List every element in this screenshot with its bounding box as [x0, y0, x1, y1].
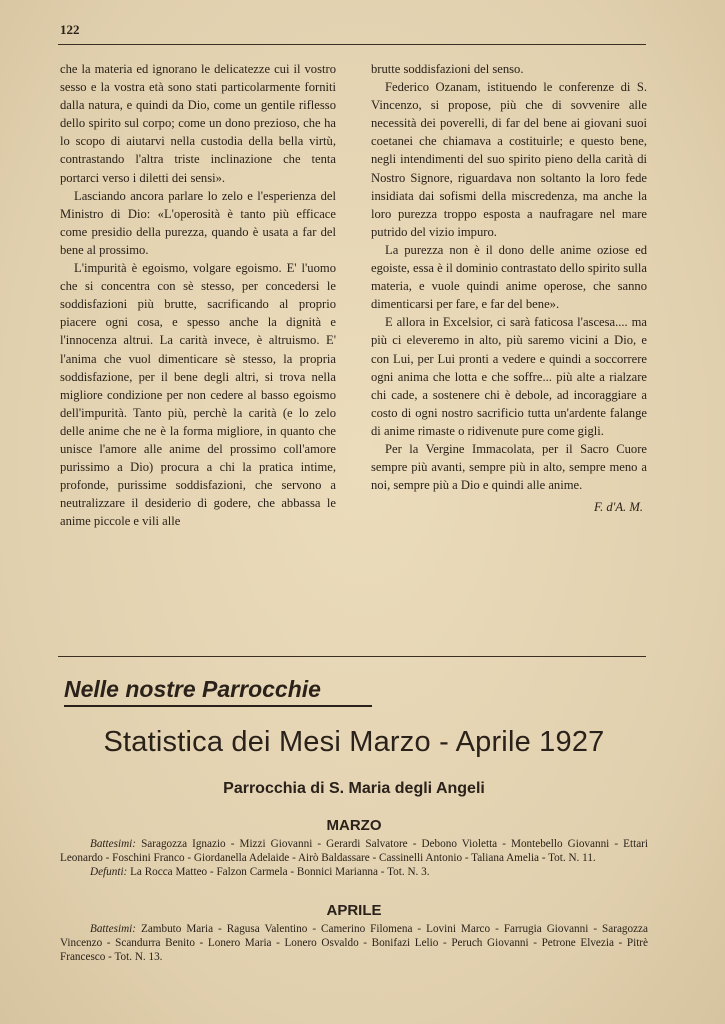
deaths-label: Defunti: — [90, 866, 128, 879]
left-paragraph-3: L'impurità è egoismo, volgare egoismo. E' l'uomo che si concentra con sè stesso, per concedersi le soddisfazioni più brutte, sacrificando al proprio piacere ogni cosa, e spesso anche la dignità e l'innocenza altrui. La carità invece, è altruismo. E' l'anima che vuol dimenticare sè stesso, la propria soddisfazione, per il bene degli altri, si trova nella migliore condizione per non cedere al basso egoismo dell'impurità. Tanto più, perchè la carità (e lo zelo delle anime che ne è la forma migliore, in quanto che unisce l'amore alle anime del prossimo coll'amore purissimo a Dio) procura a chi la pratica intime, profonde, purissime soddisfazioni, che servono a neutralizzare il desiderio di godere, che abbassa le anime piccole e vili alle — [60, 261, 336, 529]
month-heading-marzo: MARZO — [326, 817, 382, 834]
month-heading-aprile: APRILE — [326, 902, 382, 919]
right-column — [371, 60, 647, 516]
left-paragraph-2: Lasciando ancora parlare lo zelo e l'esperienza del Ministro di Dio: «L'operosità è tanto più efficace come presidio della purezza, quando è usata a far del bene al prossimo. — [60, 188, 336, 257]
marzo-baptisms — [60, 837, 648, 865]
baptisms-list: Zambuto Maria - Ragusa Valentino - Camerino Filomena - Lovini Marco - Farrugia Giovanni - Saragozza Vincenzo - Scandurra Benito - Lonero Maria - Lonero Osvaldo - Bonifazi Lelio - Peruch Giovanni - Petrone Elvezia - Pitrè Francesco - Tot. N. 13. — [60, 923, 648, 964]
right-paragraph-4: E allora in Excelsior, ci sarà faticosa l'ascesa.... ma più ci eleveremo in alto, più saremo vicini a Dio, e con Lui, per Lui pronti a vedere e quindi a soccorrere ogni anima che lotta e che soffre... più alte a rialzare chi cade, a sostenere chi è debole, ad incoraggiare a costo di ogni nostro sacrificio tutta un'ardente falange di anime rimaste o ridivenute pure come gigli. — [371, 315, 647, 438]
right-paragraph-5: Per la Vergine Immacolata, per il Sacro Cuore sempre più avanti, sempre più in alto, sempre meno a noi, sempre più a Dio e quindi alle anime. — [371, 441, 647, 493]
left-column — [60, 60, 336, 530]
right-paragraph-3: La purezza non è il dono delle anime oziose ed egoiste, essa è il dominio contrastato dello spirito sulla materia, e vuole quindi anime operose, che sanno dimenticarsi per fare, e far del bene». — [371, 242, 647, 312]
author-signature: F. d'A. M. — [594, 500, 643, 515]
baptisms-label: Battesimi: — [90, 923, 136, 935]
aprile-records — [60, 922, 648, 965]
section-divider — [58, 656, 646, 657]
statistics-title: Statistica dei Mesi Marzo - Aprile 1927 — [103, 726, 605, 758]
deaths-list: La Rocca Matteo - Falzon Carmela - Bonnici Marianna - Tot. N. 3. — [127, 866, 430, 879]
header-rule — [58, 44, 646, 45]
left-paragraph-1: che la materia ed ignorano le delicatezze cui il vostro sesso e la vostra età sono stati particolarmente forniti dalla natura, e quindi da Dio, come un gentile riflesso dello spirito sul corpo; come un dono prezioso, che ha lo scopo di aiutarvi nella custodia della bella virtù, contrastando l'altra triste inclinazione che tenta portarci verso i diletti dei sensi». — [60, 62, 336, 185]
section-title: Nelle nostre Parrocchie — [64, 676, 372, 707]
marzo-records — [60, 837, 648, 880]
page-number: 122 — [60, 22, 80, 37]
marzo-deaths — [60, 865, 648, 879]
baptisms-list: Saragozza Ignazio - Mizzi Giovanni - Gerardi Salvatore - Debono Violetta - Montebello Giovanni - Ettari Leonardo - Foschini Franco - Giordanella Adelaide - Airò Baldassare - Cassinelli Antonio - Taliana Amelia - Tot. N. 11. — [60, 838, 648, 865]
parish-title: Parrocchia di S. Maria degli Angeli — [223, 780, 485, 797]
baptisms-label: Battesimi: — [90, 838, 136, 850]
aprile-baptisms — [60, 922, 648, 965]
right-paragraph-2: Federico Ozanam, istituendo le conferenze di S. Vincenzo, si propose, più che di sovvenire alle necessità dei poverelli, di far del bene ai giovani suoi coetanei che chiamava a costituirle; e questo bene, negli intendimenti del suo spirito pieno della carità di Nostro Signore, riguardava non soltanto la loro fede insidiata dai sofismi della miscredenza, ma anche la loro purezza troppo esposta a naufragare nel mare putrido del vizio impuro. — [371, 80, 647, 239]
right-paragraph-1: brutte soddisfazioni del senso. — [371, 62, 524, 76]
